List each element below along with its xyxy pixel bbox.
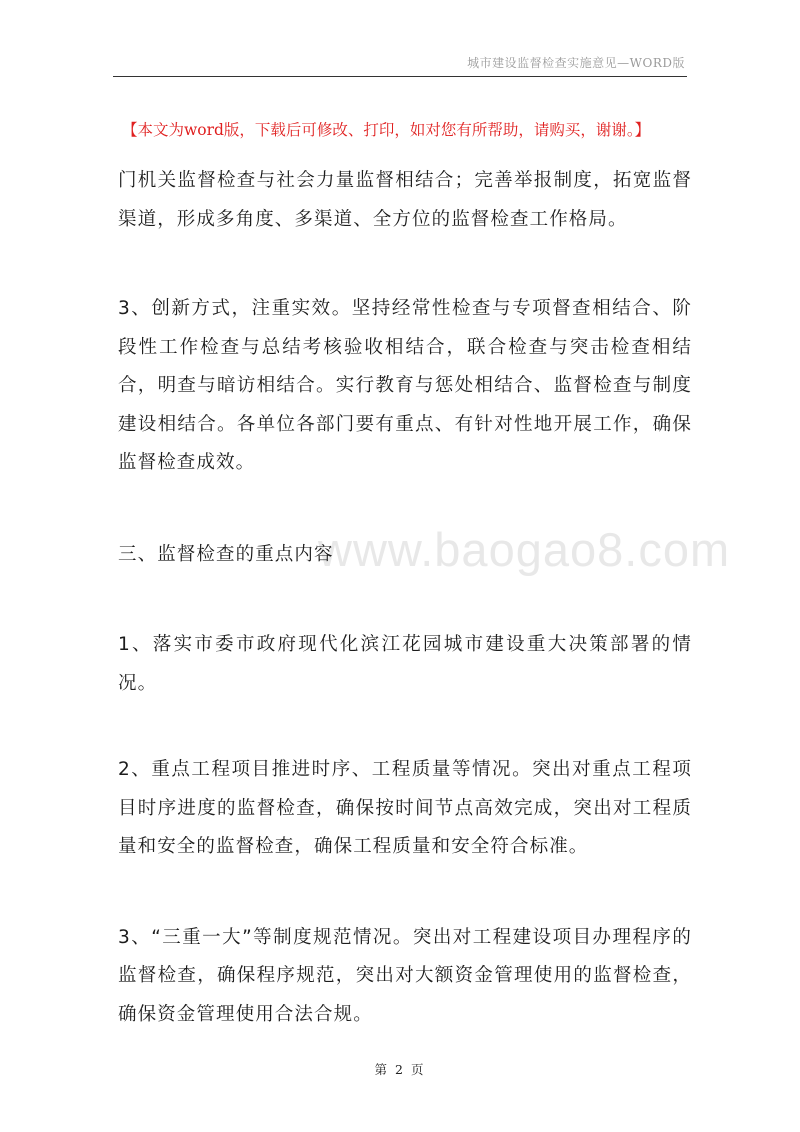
watermark: www.baogao8.com xyxy=(318,523,731,576)
header-divider xyxy=(113,76,687,77)
purchase-notice: 【本文为word版，下载后可修改、打印，如对您有所帮助，请购买，谢谢。】 xyxy=(122,121,651,139)
paragraph-item-3: 3、“三重一大”等制度规范情况。突出对工程建设项目办理程序的监督检查，确保程序规范，突出对大额资金管理使用的监督检查，确保资金管理使用合法合规。 xyxy=(118,926,692,1025)
page-number: 第 2 页 xyxy=(374,1062,426,1077)
paragraph-supervision-pattern: 门机关监督检查与社会力量监督相结合；完善举报制度，拓宽监督渠道，形成多角度、多渠道、全方位的监督检查工作格局。 xyxy=(118,170,692,230)
paragraph-item-1: 1、落实市委市政府现代化滨江花园城市建设重大决策部署的情况。 xyxy=(118,634,692,694)
section-heading-key-content: 三、监督检查的重点内容 xyxy=(118,543,334,565)
paragraph-item-2: 2、重点工程项目推进时序、工程质量等情况。突出对重点工程项目时序进度的监督检查，确保按时间节点高效完成，突出对工程质量和安全的监督检查，确保工程质量和安全符合标准。 xyxy=(118,759,692,857)
paragraph-innovation-method: 3、创新方式，注重实效。坚持经常性检查与专项督查相结合、阶段性工作检查与总结考核验收相结合，联合检查与突击检查相结合，明查与暗访相结合。实行教育与惩处相结合、监督检查与制度建设相结合。各单位各部门要有重点、有针对性地开展工作，确保监督检查成效。 xyxy=(118,298,692,473)
document-header-title: 城市建设监督检查实施意见—WORD版 xyxy=(467,56,685,70)
document-body xyxy=(118,162,692,1034)
